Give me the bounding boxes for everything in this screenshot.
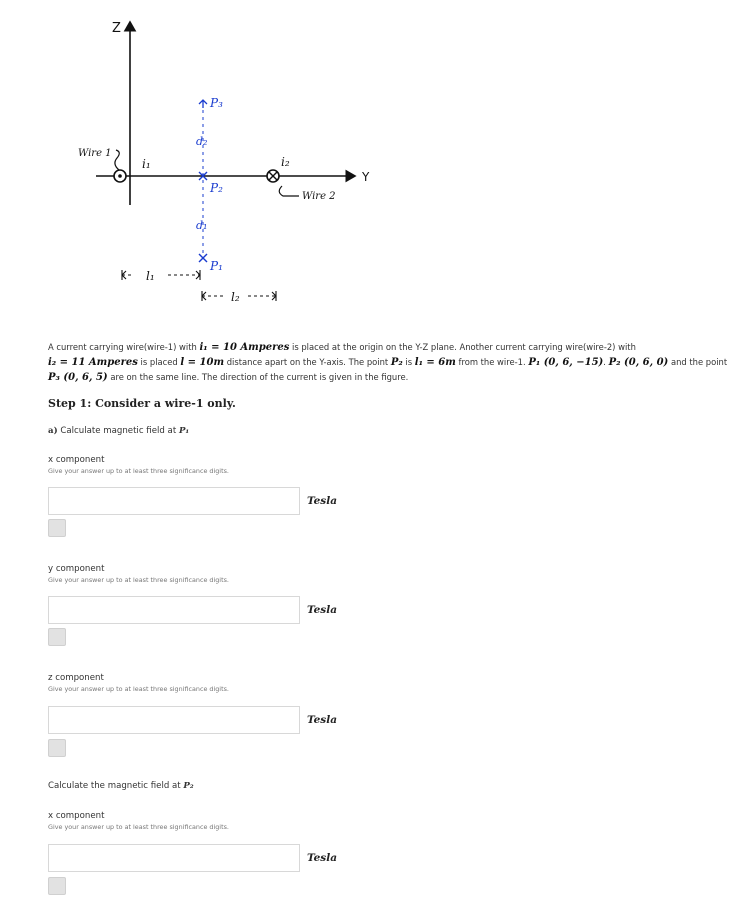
d2-label: d₂	[196, 135, 208, 148]
wire-1-pointer	[115, 150, 119, 170]
a-y-check-button[interactable]	[48, 628, 66, 646]
step-1-heading: Step 1: Consider a wire-1 only.	[48, 397, 236, 410]
l2-label: l₂	[231, 290, 240, 304]
problem-statement	[48, 340, 738, 385]
y-axis-label: Y	[362, 170, 370, 184]
problem-line-2: i₂ = 11 Amperes is placed l = 10m distance apart on the Y-axis. The point P₂ is l₁ = 6m from the wire-1. P₁ (0, 6, −15). P₂ (0, 6, 0) and the point	[48, 357, 728, 368]
part-a-question: a) Calculate magnetic field at P₁	[48, 426, 190, 436]
a-x-unit: Tesla	[307, 495, 337, 507]
b-x-unit: Tesla	[307, 852, 337, 864]
problem-line-3: P₃ (0, 6, 5) are on the same line. The direction of the current is given in the figure.	[48, 372, 409, 383]
l1-dimension	[122, 270, 200, 280]
a-z-unit: Tesla	[307, 714, 337, 726]
a-y-component-label: y component	[48, 564, 105, 574]
a-x-answer-input[interactable]	[48, 487, 300, 515]
problem-line-1: A current carrying wire(wire-1) with i₁ = 10 Amperes is placed at the origin on the Y-Z plane. Another current carrying wire(wire-2) with	[48, 342, 636, 353]
a-z-component-label: z component	[48, 673, 104, 683]
l1-label: l₁	[146, 269, 155, 283]
p3-marker-icon	[199, 100, 207, 108]
a-y-unit: Tesla	[307, 604, 337, 616]
i2-label: i₂	[281, 155, 290, 169]
a-z-check-button[interactable]	[48, 739, 66, 757]
b-x-answer-input[interactable]	[48, 844, 300, 872]
b-x-component-label: x component	[48, 811, 105, 821]
a-z-answer-input[interactable]	[48, 706, 300, 734]
wire-1-label: Wire 1	[78, 148, 112, 159]
d1-label: d₁	[196, 219, 208, 232]
b-x-check-button[interactable]	[48, 877, 66, 895]
wire-2-pointer	[279, 186, 299, 196]
a-x-hint: Give your answer up to at least three significance digits.	[48, 467, 229, 475]
wire-1-out-of-page-icon	[114, 170, 126, 182]
a-x-component-label: x component	[48, 455, 105, 465]
a-y-answer-input[interactable]	[48, 596, 300, 624]
p2-label: P₂	[210, 181, 223, 195]
p3-label: P₃	[210, 96, 223, 110]
b-x-hint: Give your answer up to at least three significance digits.	[48, 823, 229, 831]
wire-2-label: Wire 2	[302, 191, 336, 202]
problem-figure	[0, 0, 754, 320]
part-b-question: Calculate the magnetic field at P₂	[48, 781, 194, 791]
z-axis-label: Z	[112, 21, 121, 36]
a-z-hint: Give your answer up to at least three significance digits.	[48, 685, 229, 693]
p1-marker-icon	[199, 254, 207, 262]
p1-label: P₁	[210, 259, 223, 273]
a-x-check-button[interactable]	[48, 519, 66, 537]
i1-label: i₁	[142, 157, 151, 171]
wire-2-into-page-icon	[267, 170, 279, 182]
a-y-hint: Give your answer up to at least three significance digits.	[48, 576, 229, 584]
